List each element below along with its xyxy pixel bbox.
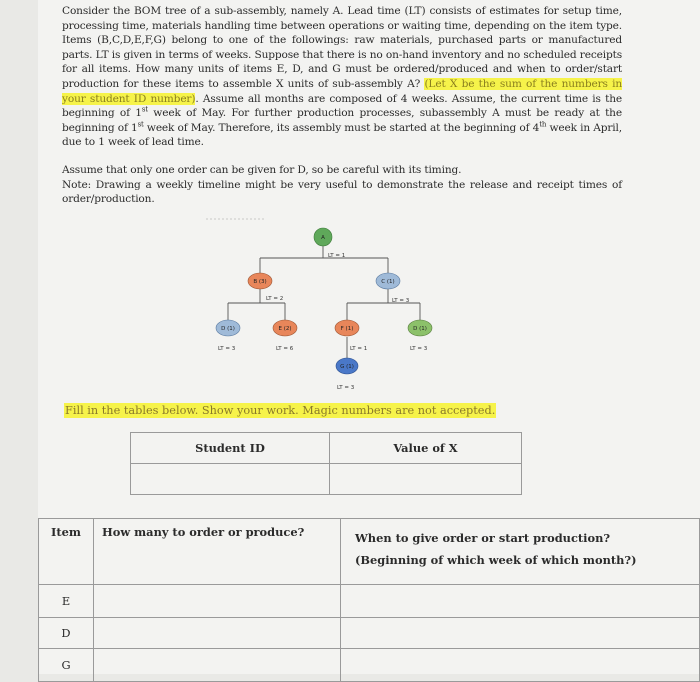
fill-instruction: Fill in the tables below. Show your work. Magic numbers are not accepted. (65, 404, 496, 417)
ordinal-suffix: th (539, 120, 547, 129)
timing-answer-cell[interactable] (341, 585, 700, 618)
timing-answer-cell[interactable] (341, 649, 700, 682)
svg-text:LT = 2: LT = 2 (266, 296, 284, 302)
timing-header (341, 519, 700, 585)
quantity-answer-cell[interactable] (94, 618, 341, 649)
student-id-table (130, 432, 522, 495)
student-id-header: Student ID (131, 433, 330, 464)
node-e (273, 320, 297, 352)
intro-text-4: week of May. Therefore, its assembly must be started at the beginning of 4 (143, 121, 540, 134)
svg-text:G (1): G (1) (340, 364, 354, 370)
svg-text:LT = 3: LT = 3 (337, 385, 355, 391)
intro-text-5: week in April, due to 1 week of lead time. (62, 121, 622, 149)
svg-text:E (2): E (2) (278, 326, 292, 332)
item-header: Item (39, 519, 94, 585)
table-row (39, 618, 700, 649)
node-g (336, 358, 358, 391)
timing-header-line1: When to give order or start production? (355, 531, 611, 545)
node-c (376, 273, 410, 304)
value-x-cell[interactable] (330, 464, 522, 495)
node-a (314, 228, 345, 259)
svg-text:F (1): F (1) (340, 326, 354, 332)
svg-text:D (1): D (1) (221, 326, 235, 332)
table-row (39, 585, 700, 618)
svg-text:D (1): D (1) (413, 326, 427, 332)
quantity-header: How many to order or produce? (94, 519, 341, 585)
svg-text:LT = 3: LT = 3 (410, 346, 428, 352)
highlighted-instruction: (Let X be the sum of the numbers in your student ID number) (62, 77, 623, 105)
note-line-1: Assume that only one order can be given for D, so be careful with its timing. (62, 164, 462, 176)
intro-text: Consider the BOM tree of a sub-assembly, namely A. Lead time (LT) consists of estimates for setup time, processing time, materials handling time between operations or waiting time, depending on the item type. Items (B,C,D,E,F,G) belong to one of the followings: raw materials, purchased parts or manufactured parts. LT is given in terms of weeks. Suppose that there is no on-hand inventory and no scheduled receipts for all items. How many units of items E, D, and G must be ordered/produced and when to order/start production for these items to assemble X units of sub-assembly A? (62, 5, 622, 90)
table-row (39, 649, 700, 682)
item-cell: D (39, 618, 94, 649)
node-f (335, 320, 367, 352)
svg-text:LT = 6: LT = 6 (276, 346, 294, 352)
timing-header-line2: (Beginning of which week of which month?) (355, 553, 637, 567)
node-d-right (408, 320, 432, 352)
node-d-left (216, 320, 240, 352)
node-b (248, 273, 283, 302)
ordinal-suffix: st (137, 120, 144, 129)
quantity-answer-cell[interactable] (94, 585, 341, 618)
quantity-answer-cell[interactable] (94, 649, 341, 682)
intro-text-3: week of May. For further production processes, subassembly A must be ready at the beginning of 1 (62, 107, 622, 134)
svg-text:LT = 1: LT = 1 (350, 346, 368, 352)
value-x-header: Value of X (330, 433, 522, 464)
intro-text-2: . Assume all months are composed of 4 weeks. Assume, the current time is the beginning of 1 (62, 92, 622, 120)
ordinal-suffix: st (141, 105, 148, 114)
svg-text:B (3): B (3) (253, 279, 267, 285)
note-line-2: Note: Drawing a weekly timeline might be very useful to demonstrate the release and receipt times of order/production. (62, 178, 622, 206)
item-cell: G (39, 649, 94, 682)
timing-answer-cell[interactable] (341, 618, 700, 649)
svg-text:C (1): C (1) (381, 279, 395, 285)
item-cell: E (39, 585, 94, 618)
svg-text:A: A (321, 235, 325, 241)
answer-table (38, 518, 700, 682)
svg-text:LT = 1: LT = 1 (328, 253, 346, 259)
student-id-cell[interactable] (131, 464, 330, 495)
svg-text:LT = 3: LT = 3 (218, 346, 236, 352)
svg-text:LT = 3: LT = 3 (392, 298, 410, 304)
